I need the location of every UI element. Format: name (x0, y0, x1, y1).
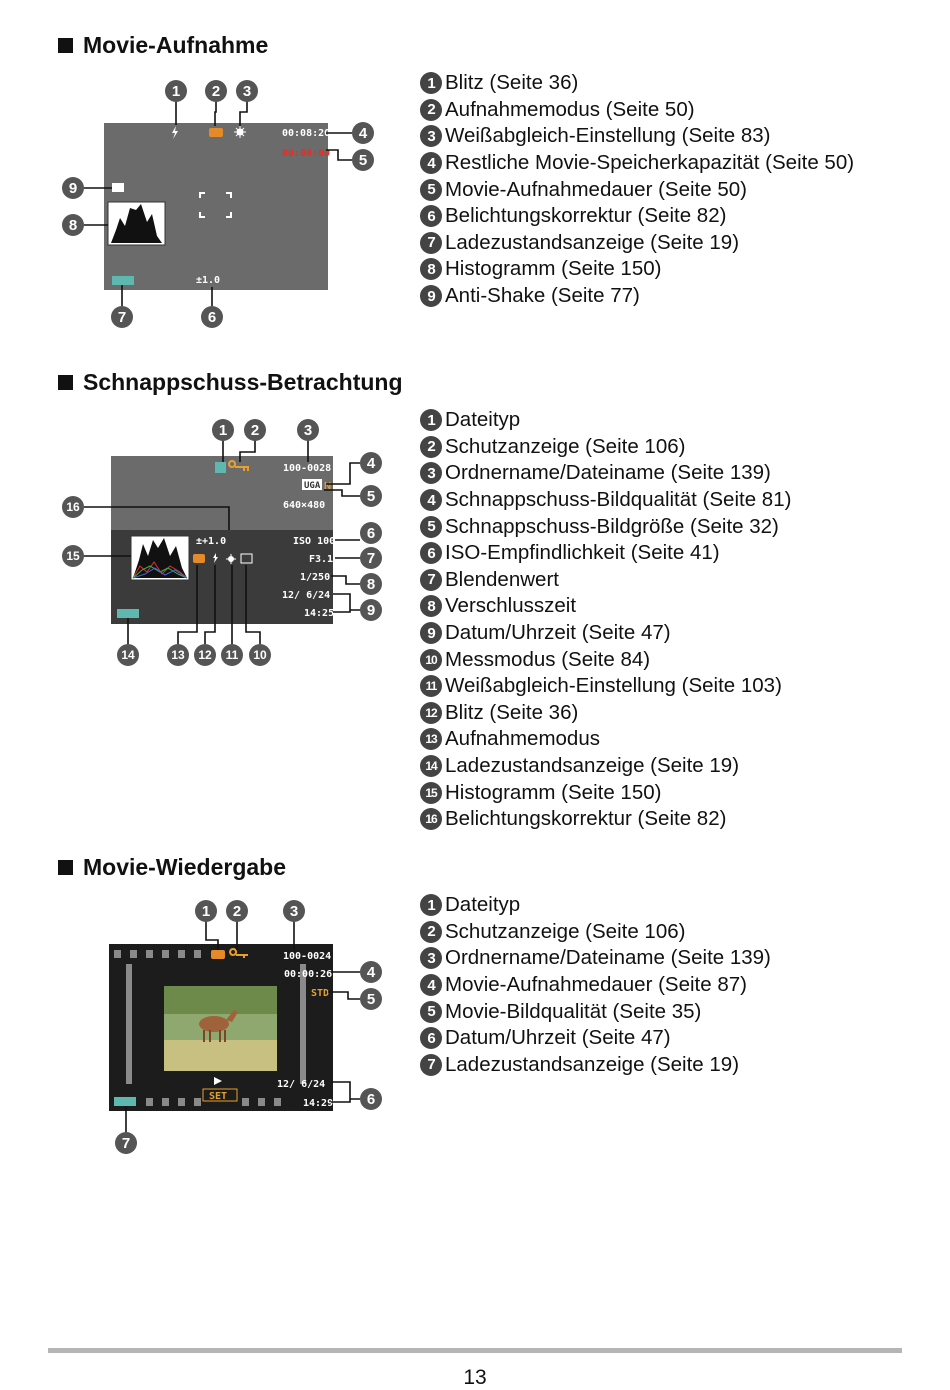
svg-text:11: 11 (225, 648, 239, 662)
callout-1 (195, 900, 217, 922)
number-badge-icon: 4 (420, 974, 442, 996)
legend-text: Datum/Uhrzeit (Seite 47) (445, 621, 671, 645)
legend-item (420, 540, 920, 567)
svg-text:1: 1 (201, 903, 211, 920)
legend-text: Ladezustandsanzeige (Seite 19) (445, 754, 740, 778)
number-badge-icon: 10 (420, 649, 442, 671)
section-title-movie-wiedergabe: Movie-Wiedergabe (58, 854, 286, 881)
page-number: 13 (463, 1366, 487, 1389)
legend-item (420, 203, 920, 230)
number-badge-icon: 8 (420, 595, 442, 617)
callout-7 (115, 1132, 137, 1154)
legend-item (420, 283, 920, 310)
legend-item (420, 70, 920, 97)
svg-text:16: 16 (66, 500, 80, 514)
battery-icon (114, 1097, 136, 1106)
folder-file-name: 100-0024 (283, 951, 332, 962)
number-badge-icon: 5 (420, 1001, 442, 1023)
number-badge-icon: 14 (420, 755, 442, 777)
legend-item (420, 700, 920, 727)
svg-text:5: 5 (358, 152, 368, 169)
svg-text:6: 6 (207, 309, 217, 326)
number-badge-icon: 8 (420, 258, 442, 280)
image-quality: UGA (304, 481, 321, 491)
legend-movie-aufnahme (420, 70, 920, 309)
movie-duration: 00:00:26 (284, 969, 333, 980)
legend-text: Restliche Movie-Speicherkapazität (Seite 50) (445, 151, 855, 175)
svg-text:2: 2 (211, 83, 221, 100)
time-value: 14:25 (304, 608, 335, 619)
legend-text: Movie-Aufnahmedauer (Seite 87) (445, 973, 747, 997)
number-badge-icon: 4 (420, 489, 442, 511)
callout-6 (360, 1088, 382, 1110)
legend-text: Dateityp (445, 893, 521, 917)
legend-item (420, 150, 920, 177)
legend-schnappschuss (420, 407, 920, 833)
svg-text:4: 4 (366, 964, 376, 981)
svg-text:6: 6 (366, 525, 376, 542)
legend-item (420, 620, 920, 647)
svg-text:15: 15 (66, 549, 80, 563)
legend-item (420, 1025, 920, 1052)
legend-item (420, 593, 920, 620)
legend-text: Ordnername/Dateiname (Seite 139) (445, 946, 771, 970)
footer-divider (48, 1348, 902, 1353)
svg-text:5: 5 (366, 488, 376, 505)
legend-text: Verschlusszeit (445, 594, 577, 618)
number-badge-icon: 2 (420, 921, 442, 943)
callout-2 (226, 900, 248, 922)
section-title-schnappschuss: Schnappschuss-Betrachtung (58, 369, 403, 396)
legend-text: Blitz (Seite 36) (445, 700, 579, 724)
svg-text:7: 7 (366, 550, 376, 567)
legend-text: Ladezustandsanzeige (Seite 19) (445, 230, 740, 254)
svg-text:9: 9 (68, 180, 78, 197)
iso-value: ISO 100 (293, 536, 336, 547)
legend-item (420, 1052, 920, 1079)
svg-text:6: 6 (366, 1091, 376, 1108)
number-badge-icon: 3 (420, 947, 442, 969)
aperture-value: F3.1 (309, 554, 334, 565)
number-badge-icon: 5 (420, 516, 442, 538)
number-badge-icon: 3 (420, 125, 442, 147)
svg-text:7: 7 (117, 309, 127, 326)
legend-text: Blendenwert (445, 567, 559, 591)
image-size: 640×480 (283, 500, 326, 511)
legend-item (420, 673, 920, 700)
legend-text: Blitz (Seite 36) (445, 71, 579, 95)
legend-item (420, 487, 920, 514)
legend-text: Belichtungskorrektur (Seite 82) (445, 807, 727, 831)
callout-4 (360, 961, 382, 983)
svg-text:3: 3 (289, 903, 299, 920)
svg-text:10: 10 (253, 648, 267, 662)
legend-item (420, 567, 920, 594)
svg-text:9: 9 (366, 602, 376, 619)
svg-text:12: 12 (198, 648, 212, 662)
exposure-value: ±+1.0 (196, 536, 227, 547)
svg-text:2: 2 (250, 422, 260, 439)
legend-item (420, 460, 920, 487)
number-badge-icon: 9 (420, 285, 442, 307)
legend-item (420, 726, 920, 753)
svg-text:1: 1 (171, 83, 181, 100)
legend-item (420, 753, 920, 780)
callout-3 (283, 900, 305, 922)
number-badge-icon: 16 (420, 808, 442, 830)
number-badge-icon: 7 (420, 1054, 442, 1076)
legend-item (420, 123, 920, 150)
legend-movie-wiedergabe (420, 892, 920, 1078)
set-label: SET (209, 1091, 228, 1102)
legend-item (420, 919, 920, 946)
legend-text: Belichtungskorrektur (Seite 82) (445, 204, 727, 228)
legend-text: Schutzanzeige (Seite 106) (445, 919, 686, 943)
svg-text:3: 3 (303, 422, 313, 439)
legend-text: Weißabgleich-Einstellung (Seite 83) (445, 124, 771, 148)
number-badge-icon: 12 (420, 702, 442, 724)
number-badge-icon: 6 (420, 542, 442, 564)
number-badge-icon: 15 (420, 782, 442, 804)
legend-item (420, 230, 920, 257)
time-value: 14:29 (303, 1098, 334, 1109)
svg-text:14: 14 (121, 648, 135, 662)
legend-item (420, 972, 920, 999)
legend-item (420, 434, 920, 461)
legend-text: Messmodus (Seite 84) (445, 647, 651, 671)
legend-text: ISO-Empfindlichkeit (Seite 41) (445, 541, 720, 565)
number-badge-icon: 7 (420, 232, 442, 254)
number-badge-icon: 6 (420, 205, 442, 227)
svg-text:3: 3 (242, 83, 252, 100)
file-type-icon (211, 950, 225, 959)
remaining-time: 00:08:20 (282, 128, 331, 139)
legend-item (420, 407, 920, 434)
svg-text:N: N (324, 481, 332, 492)
legend-item (420, 176, 920, 203)
legend-text: Histogramm (Seite 150) (445, 257, 662, 281)
elapsed-time: 00:00:00 (282, 148, 331, 159)
legend-text: Schnappschuss-Bildqualität (Seite 81) (445, 488, 792, 512)
number-badge-icon: 1 (420, 72, 442, 94)
svg-text:13: 13 (171, 648, 185, 662)
legend-item (420, 97, 920, 124)
legend-text: Movie-Bildqualität (Seite 35) (445, 999, 702, 1023)
date-value: 12/ 6/24 (282, 590, 331, 601)
number-badge-icon: 9 (420, 622, 442, 644)
callout-5 (360, 988, 382, 1010)
section-title-movie-aufnahme: Movie-Aufnahme (58, 32, 268, 59)
legend-text: Datum/Uhrzeit (Seite 47) (445, 1026, 671, 1050)
exposure-value: ±1.0 (196, 275, 221, 286)
legend-text: Histogramm (Seite 150) (445, 780, 662, 804)
svg-text:1: 1 (218, 422, 228, 439)
number-badge-icon: 1 (420, 894, 442, 916)
number-badge-icon: 6 (420, 1027, 442, 1049)
legend-item (420, 806, 920, 833)
number-badge-icon: 2 (420, 99, 442, 121)
svg-text:4: 4 (358, 125, 368, 142)
number-badge-icon: 7 (420, 569, 442, 591)
legend-item (420, 779, 920, 806)
shutter-value: 1/250 (300, 572, 331, 583)
svg-text:4: 4 (366, 455, 376, 472)
legend-text: Movie-Aufnahmedauer (Seite 50) (445, 177, 747, 201)
svg-text:2: 2 (232, 903, 242, 920)
legend-text: Ordnername/Dateiname (Seite 139) (445, 461, 771, 485)
legend-text: Dateityp (445, 408, 521, 432)
number-badge-icon: 5 (420, 179, 442, 201)
number-badge-icon: 2 (420, 436, 442, 458)
legend-item (420, 998, 920, 1025)
legend-text: Weißabgleich-Einstellung (Seite 103) (445, 674, 782, 698)
number-badge-icon: 11 (420, 675, 442, 697)
legend-text: Schutzanzeige (Seite 106) (445, 434, 686, 458)
legend-item (420, 646, 920, 673)
legend-text: Schnappschuss-Bildgröße (Seite 32) (445, 514, 779, 538)
number-badge-icon: 13 (420, 728, 442, 750)
legend-item (420, 513, 920, 540)
movie-quality: STD (311, 988, 330, 999)
svg-text:8: 8 (366, 576, 376, 593)
legend-text: Aufnahmemodus (Seite 50) (445, 97, 695, 121)
legend-item (420, 892, 920, 919)
folder-file-name: 100-0028 (283, 463, 332, 474)
date-value: 12/ 6/24 (277, 1079, 326, 1090)
number-badge-icon: 4 (420, 152, 442, 174)
legend-item (420, 945, 920, 972)
legend-item (420, 256, 920, 283)
number-badge-icon: 1 (420, 409, 442, 431)
movie-wiedergabe-diagram (0, 0, 420, 1160)
legend-text: Anti-Shake (Seite 77) (445, 284, 640, 308)
number-badge-icon: 3 (420, 462, 442, 484)
svg-text:8: 8 (68, 217, 78, 234)
svg-text:7: 7 (121, 1135, 131, 1152)
svg-text:5: 5 (366, 991, 376, 1008)
legend-text: Aufnahmemodus (445, 727, 600, 751)
legend-text: Ladezustandsanzeige (Seite 19) (445, 1052, 740, 1076)
